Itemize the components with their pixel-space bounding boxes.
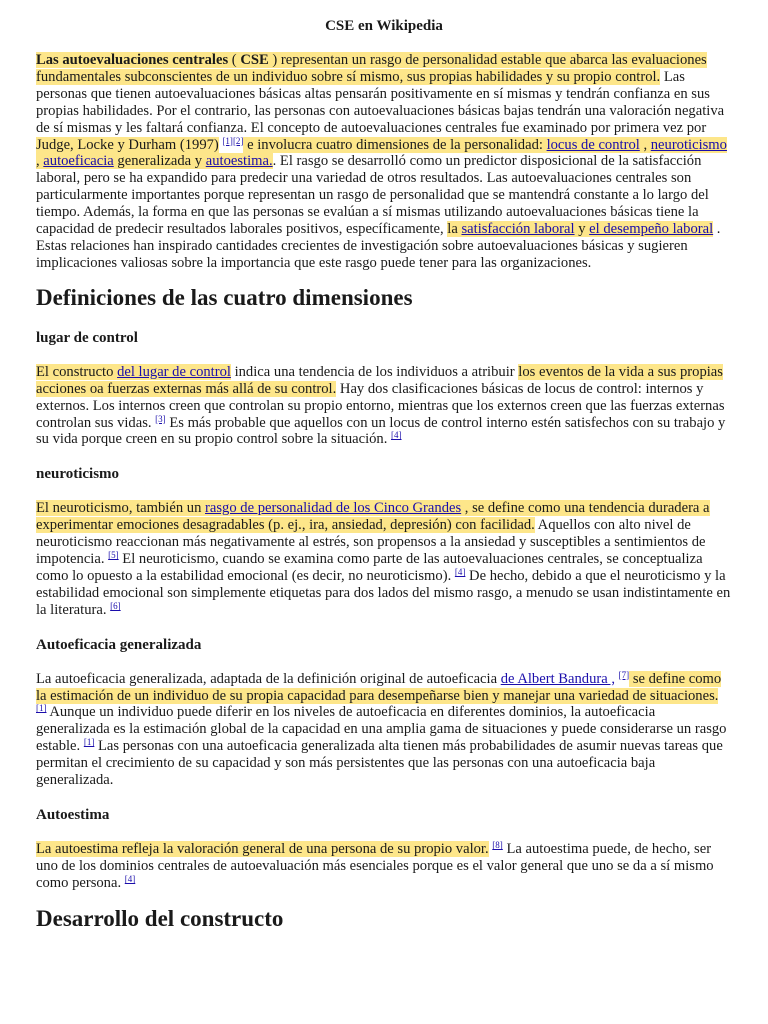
text: ,	[639, 136, 651, 153]
text: . Estas relaciones han inspirado cantidades crecientes de investigación sobre autoevaluaciones básicas y sugieren implicaciones valiosas sobre la importancia que este rasgo puede tener para las organizaciones.	[36, 221, 721, 271]
citation-link[interactable]: [1]	[36, 703, 47, 714]
subsection-heading-lugar-de-control: lugar de control	[36, 329, 138, 346]
document-title: CSE en Wikipedia	[325, 18, 443, 34]
highlight	[36, 364, 231, 380]
acronym-text: CSE	[240, 52, 269, 68]
section-heading-desarrollo: Desarrollo del constructo	[36, 905, 284, 931]
text: El neuroticismo, también un	[36, 500, 206, 517]
text: El constructo	[36, 363, 118, 380]
subsection-heading-neuroticismo: neuroticismo	[36, 466, 120, 483]
text: Es más probable que aquellos con un locus de control interno estén satisfechos con su trabajo y su vida porque creen en su propio control sobre la situación.	[36, 414, 726, 448]
citation-link[interactable]: [1]	[222, 135, 233, 146]
text: Las personas que tienen autoevaluaciones básicas altas pensarán positivamente en sí mismas y tendrán confianza en sus propias habilidades. Por el contrario, las personas con autoevaluaciones básicas bajas tendrán una valoración negativa de sí mismas y les faltará confianza. El concepto de autoevaluaciones centrales fue examinado por primera vez por	[36, 68, 725, 136]
autoeficacia-paragraph	[36, 671, 732, 789]
text: La autoestima puede, de hecho, ser uno de los dominios centrales de autoevaluación más esenciales porque es el valor general que uno se da a sí mismo como persona.	[36, 841, 714, 891]
citation-link[interactable]: [5]	[108, 550, 119, 561]
text: ) representan un rasgo de personalidad estable que abarca las evaluaciones fundamentales subconscientes de un individuo sobre sí mismo, sus propias habilidades y su propio control.	[36, 52, 707, 85]
citation-link[interactable]: [3]	[155, 413, 166, 424]
subsection-heading-autoestima: Autoestima	[36, 807, 110, 823]
section-heading-definiciones: Definiciones de las cuatro dimensiones	[36, 284, 413, 310]
text: e involucra cuatro dimensiones de la personalidad:	[243, 136, 547, 153]
text: Las personas con una autoeficacia generalizada alta tienen más probabilidades de asumir nuevas tareas que permitan el crecimiento de su capacidad y son más persistentes que las personas con una autoeficacia baja generalizada.	[36, 738, 723, 789]
citation-link[interactable]: [1]	[83, 737, 95, 748]
text: De hecho, debido a que el neuroticismo y la estabilidad emocional son simplemente etiquetas para dos lados del mismo rasgo, a menudo se usan indistintamente en la literatura.	[36, 567, 731, 618]
link-locus-de-control[interactable]: locus de control	[546, 136, 640, 153]
subsection-heading-autoeficacia: Autoeficacia generalizada	[36, 636, 202, 653]
text: Hay dos clasificaciones básicas de locus de control: internos y externos. Los internos creen que controlan su propio entorno, mientras que los externos creen que las fuerzas externas controlan sus vidas.	[36, 380, 725, 431]
highlight: los eventos de la vida a sus propias acciones oa fuerzas externas más allá de su control.	[36, 363, 723, 397]
locus-paragraph	[36, 364, 732, 449]
neuro-paragraph	[36, 500, 732, 618]
citation-link[interactable]: [6]	[110, 600, 121, 611]
text: (	[228, 52, 241, 68]
link-satisfaccion-laboral[interactable]: satisfacción laboral	[461, 221, 575, 238]
highlight	[447, 221, 713, 237]
autoestima-paragraph	[36, 841, 732, 892]
link-lugar-de-control[interactable]: del lugar de control	[117, 363, 231, 380]
highlight: Judge, Locke y Durham (1997)	[36, 136, 219, 153]
citation-link[interactable]: [2]	[232, 135, 244, 146]
text: Aunque un individuo puede diferir en los niveles de autoeficacia en diferentes dominios, la autoeficacia generalizada es la estimación global de la capacidad en una amplia gama de situaciones y puede considerarse un rasgo estable.	[36, 704, 727, 755]
citation-link[interactable]: [4]	[124, 873, 136, 884]
highlight: La autoestima refleja la valoración general de una persona de su propio valor.	[36, 841, 489, 857]
citation-link[interactable]: [7]	[618, 669, 630, 680]
text: Aquellos con alto nivel de neuroticismo reaccionan más negativamente al estrés, son propensos a la ansiedad y susceptibles a sentimientos de impotencia.	[36, 517, 706, 568]
link-albert-bandura[interactable]: de Albert Bandura ,	[500, 670, 616, 687]
citation-link[interactable]: [8]	[492, 840, 503, 850]
text: La autoeficacia generalizada, adaptada de la definición original de autoeficacia	[36, 670, 501, 687]
text: El neuroticismo, cuando se examina como parte de las autoevaluaciones centrales, se conceptualiza como lo opuesto a la estabilidad emocional (es decir, no neuroticismo).	[36, 551, 703, 584]
highlight	[36, 52, 707, 85]
text: generalizada y	[113, 153, 206, 170]
text: , se define como una tendencia duradera a experimentar emociones desagradables (p. ej., ira, ansiedad, depresión) con facilidad.	[36, 500, 710, 534]
link-cinco-grandes[interactable]: rasgo de personalidad de los Cinco Grandes	[205, 500, 462, 517]
link-desempeno-laboral[interactable]: el desempeño laboral	[589, 221, 714, 238]
text: . El rasgo se desarrolló como un predictor disposicional de la satisfacción laboral, pero se ha expandido para predecir una variedad de otros resultados. Las autoevaluaciones centrales son particularmente importantes porque representan un rasgo de personalidad que se mantendrá constante a lo largo del tiempo. Además, la forma en que las personas se evalúan a sí mismas utilizando autoevaluaciones básicas tiene la capacidad de predecir resultados laborales positivos, específicamente,	[36, 153, 709, 238]
term-text: Las autoevaluaciones centrales	[36, 52, 229, 68]
link-neuroticismo[interactable]: neuroticismo	[650, 136, 727, 153]
link-autoeficacia[interactable]: autoeficacia	[43, 153, 114, 170]
text: la	[447, 221, 462, 238]
citation-link[interactable]: [4]	[454, 566, 466, 577]
text: indica una tendencia de los individuos a atribuir	[230, 363, 519, 380]
text: ,	[36, 153, 44, 170]
intro-paragraph	[36, 52, 732, 272]
citation-1[interactable]	[222, 136, 243, 146]
text: y	[574, 221, 590, 238]
highlight: se define como la estimación de un individuo de su propia capacidad para desempeñarse bien y manejar una variedad de situaciones.	[36, 670, 722, 704]
citation-link[interactable]: [4]	[391, 430, 402, 441]
link-autoestima[interactable]: autoestima.	[205, 153, 273, 170]
